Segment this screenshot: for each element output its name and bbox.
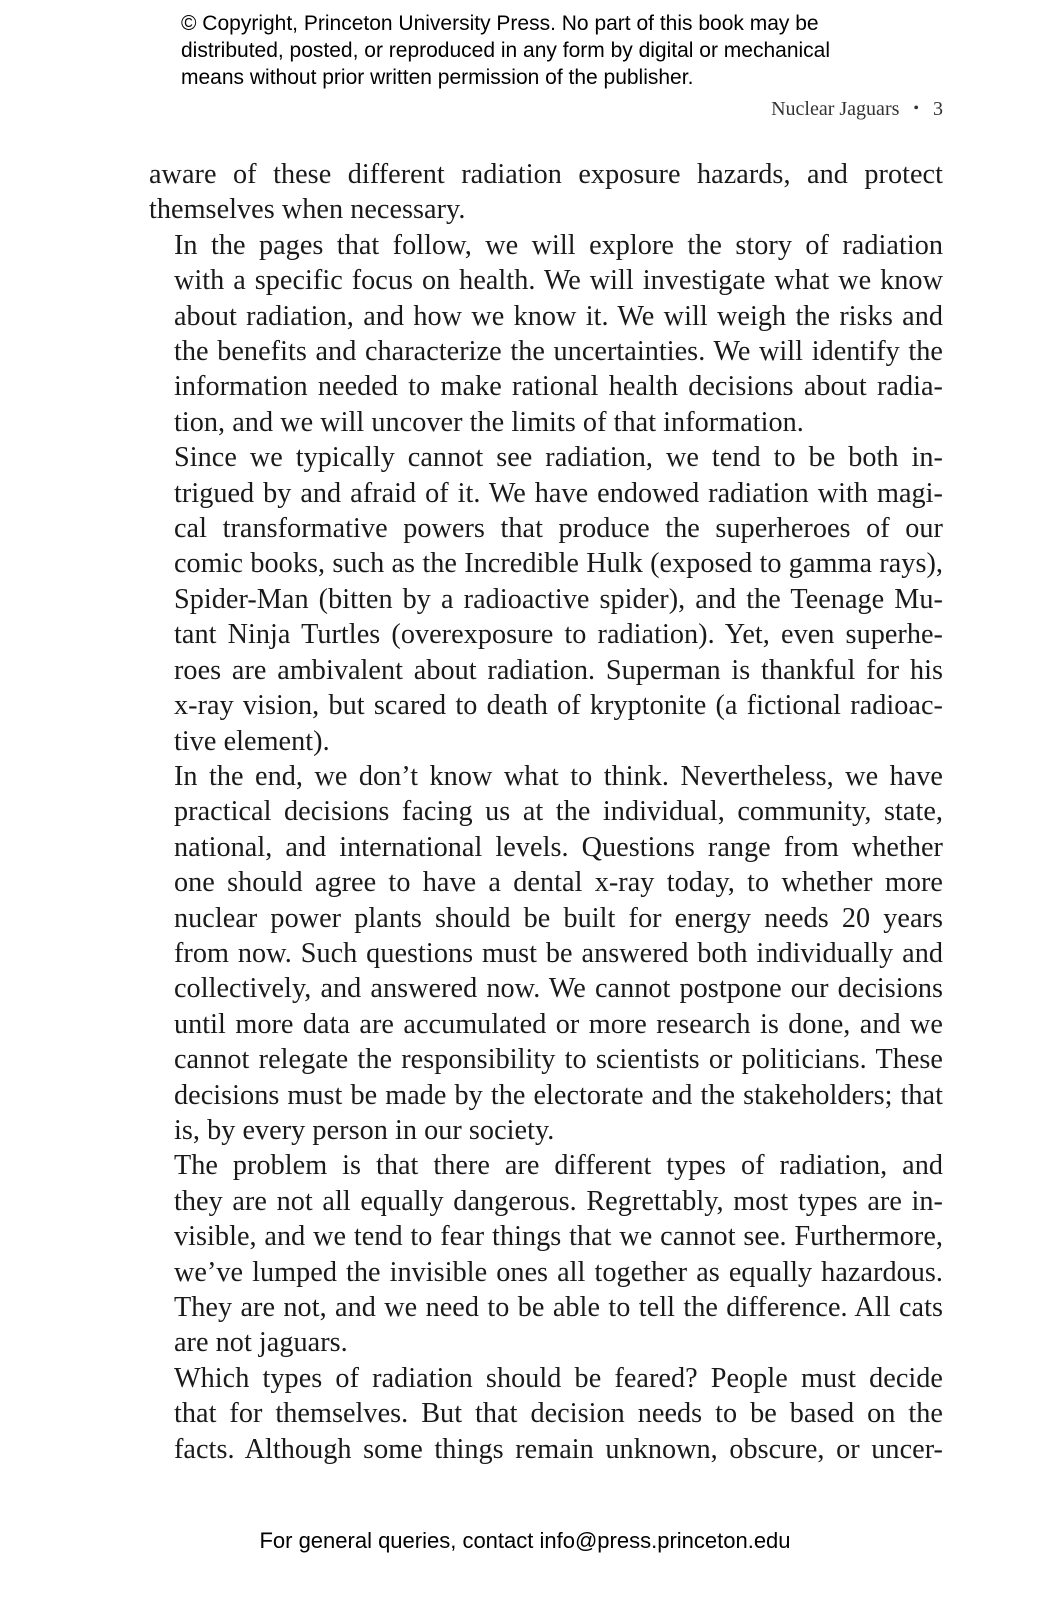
paragraph bbox=[149, 1361, 943, 1467]
page-number: 3 bbox=[933, 98, 943, 120]
paragraph bbox=[149, 1148, 943, 1360]
text-line: that for themselves. But that decision needs to be based on the bbox=[174, 1398, 943, 1430]
text-line: the benefits and characterize the uncertainties. We will identify the bbox=[174, 336, 943, 368]
text-line: practical decisions facing us at the individual, community, state, bbox=[174, 796, 943, 828]
paragraph bbox=[149, 157, 943, 228]
text-line: Since we typically cannot see radiation, we tend to be both in- bbox=[174, 442, 943, 474]
text-line: roes are ambivalent about radiation. Superman is thankful for his bbox=[174, 654, 943, 686]
text-line: national, and international levels. Questions range from whether bbox=[174, 831, 943, 863]
text-line: visible, and we tend to fear things that we cannot see. Furthermore, bbox=[174, 1221, 943, 1253]
text-line: cal transformative powers that produce the superheroes of our bbox=[174, 513, 943, 545]
text-line: information needed to make rational health decisions about radia- bbox=[174, 371, 943, 403]
text-line: we’ve lumped the invisible ones all together as equally hazardous. bbox=[174, 1256, 943, 1288]
text-line: In the pages that follow, we will explore the story of radiation bbox=[174, 229, 943, 261]
text-line: about radiation, and how we know it. We will weigh the risks and bbox=[174, 300, 943, 332]
text-line: trigued by and afraid of it. We have endowed radiation with magi- bbox=[174, 477, 943, 509]
text-line: Spider-Man (bitten by a radioactive spider), and the Teenage Mu- bbox=[174, 583, 943, 615]
text-line: x-ray vision, but scared to death of kryptonite (a fictional radioac- bbox=[174, 690, 943, 722]
text-line: They are not, and we need to be able to tell the difference. All cats bbox=[174, 1292, 943, 1323]
text-line: one should agree to have a dental x-ray today, to whether more bbox=[174, 867, 943, 899]
paragraph bbox=[149, 440, 943, 759]
text-line: tant Ninja Turtles (overexposure to radiation). Yet, even superhe- bbox=[174, 619, 943, 651]
paragraph bbox=[149, 759, 943, 1148]
text-line: they are not all equally dangerous. Regrettably, most types are in- bbox=[174, 1185, 943, 1217]
footer-contact: For general queries, contact info@press.princeton.edu bbox=[259, 1528, 791, 1553]
text-line: is, by every person in our society. bbox=[174, 1114, 555, 1146]
running-head-title: Nuclear Jaguars bbox=[771, 98, 900, 120]
text-line: tive element). bbox=[174, 725, 330, 757]
text-line: from now. Such questions must be answered both individually and bbox=[174, 937, 943, 969]
text-line: comic books, such as the Incredible Hulk (exposed to gamma rays), bbox=[174, 548, 943, 580]
paragraph bbox=[149, 228, 943, 440]
copyright-line: means without prior written permission of the publisher. bbox=[181, 66, 694, 89]
running-head-bullet: • bbox=[913, 100, 919, 117]
copyright-line: © Copyright, Princeton University Press. No part of this book may be bbox=[181, 12, 819, 35]
running-head bbox=[771, 98, 943, 121]
text-line: The problem is that there are different types of radiation, and bbox=[174, 1150, 943, 1182]
text-line: nuclear power plants should be built for energy needs 20 years bbox=[174, 902, 943, 934]
text-line: are not jaguars. bbox=[174, 1327, 348, 1359]
copyright-line: distributed, posted, or reproduced in any form by digital or mechanical bbox=[181, 39, 831, 62]
text-line: themselves when necessary. bbox=[149, 194, 466, 226]
text-line: until more data are accumulated or more research is done, and we bbox=[174, 1008, 943, 1040]
text-line: decisions must be made by the electorate and the stakeholders; that bbox=[174, 1079, 943, 1111]
text-line: In the end, we don’t know what to think. Nevertheless, we have bbox=[174, 760, 943, 792]
text-line: collectively, and answered now. We cannot postpone our decisions bbox=[174, 973, 943, 1005]
text-line: Which types of radiation should be feared? People must decide bbox=[174, 1362, 943, 1394]
body-text bbox=[149, 157, 943, 1467]
text-line: aware of these different radiation exposure hazards, and protect bbox=[149, 159, 943, 190]
copyright-notice bbox=[181, 10, 941, 91]
text-line: tion, and we will uncover the limits of that information. bbox=[174, 406, 804, 438]
text-line: cannot relegate the responsibility to scientists or politicians. These bbox=[174, 1044, 943, 1076]
text-line: with a specific focus on health. We will investigate what we know bbox=[174, 265, 943, 297]
text-line: facts. Although some things remain unknown, obscure, or uncer- bbox=[174, 1433, 943, 1465]
